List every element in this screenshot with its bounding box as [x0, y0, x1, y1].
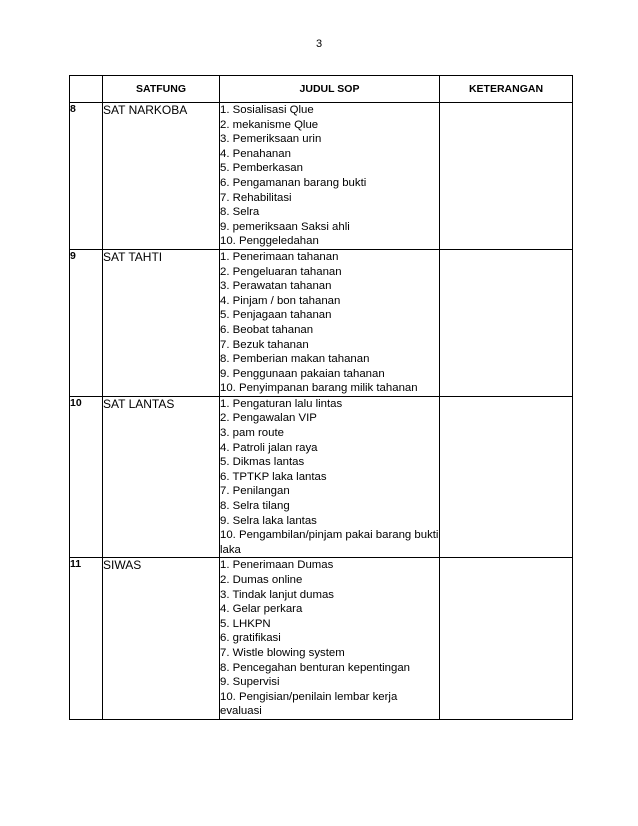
keterangan-cell: [440, 558, 573, 720]
sop-item: 4. Patroli jalan raya: [220, 441, 318, 454]
header-judul-sop: JUDUL SOP: [220, 76, 440, 103]
row-number: 10: [70, 396, 103, 558]
sop-item: 7. Bezuk tahanan: [220, 338, 309, 351]
sop-item: 6. Pengamanan barang bukti: [220, 176, 367, 189]
satfung-cell: SAT LANTAS: [103, 396, 220, 558]
satfung-cell: SIWAS: [103, 558, 220, 720]
sop-item: 1. Penerimaan Dumas: [220, 559, 334, 572]
sop-item: 7. Wistle blowing system: [220, 646, 345, 659]
table-body: [70, 103, 573, 720]
sop-item: 10. Pengisian/penilain lembar kerja evaluasi: [220, 690, 398, 718]
sop-item: 4. Pinjam / bon tahanan: [220, 294, 341, 307]
sop-item: 8. Selra: [220, 206, 260, 219]
sop-item: 8. Selra tilang: [220, 500, 290, 513]
sop-item: 10. Penyimpanan barang milik tahanan: [220, 382, 418, 395]
sop-item: 7. Penilangan: [220, 485, 290, 498]
keterangan-cell: [440, 396, 573, 558]
sop-item: 6. TPTKP laka lantas: [220, 470, 327, 483]
sop-item: 1. Pengaturan lalu lintas: [220, 397, 343, 410]
page-number: 3: [315, 38, 323, 50]
judul-sop-cell: [220, 249, 440, 396]
sop-item: 2. Pengeluaran tahanan: [220, 265, 342, 278]
sop-item: 9. pemeriksaan Saksi ahli: [220, 220, 350, 233]
table-row: [70, 249, 573, 396]
sop-item: 5. Dikmas lantas: [220, 456, 305, 469]
sop-item: 6. Beobat tahanan: [220, 323, 314, 336]
sop-item: 5. Penjagaan tahanan: [220, 309, 332, 322]
sop-item: 3. Pemeriksaan urin: [220, 133, 322, 146]
row-number: 11: [70, 558, 103, 720]
row-number: 8: [70, 103, 103, 250]
sop-item: 5. LHKPN: [220, 617, 271, 630]
sop-item: 6. gratifikasi: [220, 632, 281, 645]
judul-sop-cell: [220, 558, 440, 720]
sop-item: 1. Penerimaan tahanan: [220, 250, 339, 263]
sop-item: 1. Sosialisasi Qlue: [220, 104, 314, 116]
sop-item: 8. Pemberian makan tahanan: [220, 353, 370, 366]
table-row: [70, 396, 573, 558]
sop-item: 2. Pengawalan VIP: [220, 412, 317, 425]
sop-item: 2. mekanisme Qlue: [220, 118, 319, 131]
sop-table: [69, 75, 573, 720]
sop-item: 4. Gelar perkara: [220, 603, 303, 616]
judul-sop-cell: [220, 396, 440, 558]
sop-item: 3. pam route: [220, 427, 284, 440]
header-no: [70, 76, 103, 103]
sop-item: 9. Penggunaan pakaian tahanan: [220, 367, 385, 380]
table-row: [70, 558, 573, 720]
sop-item: 3. Tindak lanjut dumas: [220, 588, 334, 601]
sop-item: 2. Dumas online: [220, 574, 303, 586]
keterangan-cell: [440, 249, 573, 396]
judul-sop-cell: [220, 103, 440, 250]
sop-item: 5. Pemberkasan: [220, 162, 303, 175]
satfung-cell: SAT NARKOBA: [103, 103, 220, 250]
sop-item: 10. Penggeledahan: [220, 235, 319, 248]
sop-item: 8. Pencegahan benturan kepentingan: [220, 661, 411, 674]
header-keterangan: KETERANGAN: [440, 76, 573, 103]
sop-item: 10. Pengambilan/pinjam pakai barang bukti laka: [220, 529, 439, 556]
sop-item: 9. Selra laka lantas: [220, 514, 317, 527]
table-row: [70, 103, 573, 250]
sop-item: 9. Supervisi: [220, 676, 280, 689]
row-number: 9: [70, 249, 103, 396]
keterangan-cell: [440, 103, 573, 250]
sop-item: 7. Rehabilitasi: [220, 191, 292, 204]
satfung-cell: SAT TAHTI: [103, 249, 220, 396]
header-satfung: SATFUNG: [103, 76, 220, 103]
sop-item: 3. Perawatan tahanan: [220, 280, 332, 293]
sop-item: 4. Penahanan: [220, 147, 291, 160]
table-header-row: [70, 76, 573, 103]
